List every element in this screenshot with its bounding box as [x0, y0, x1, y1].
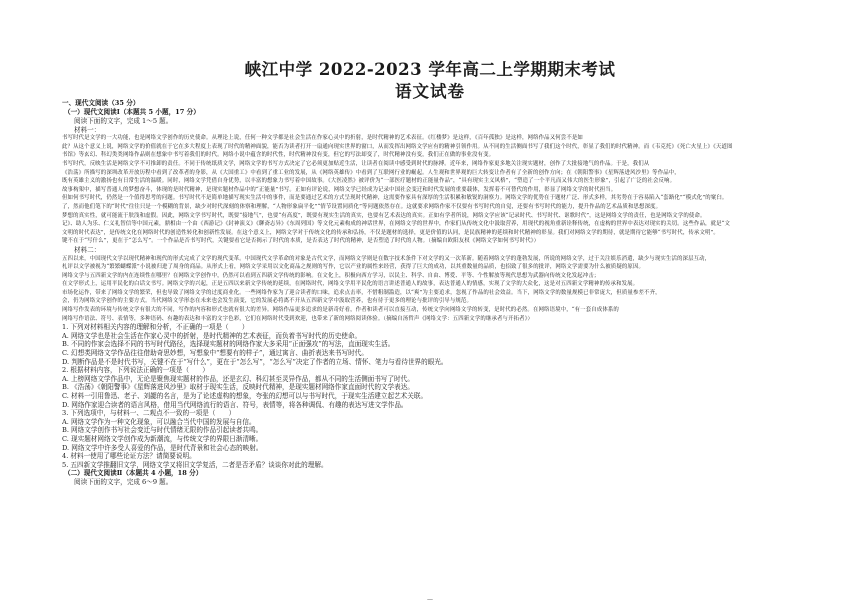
- paragraph-line: 书写时代，反映生活是网络文学不可推卸的责任。不同于传统纸质文学，网络文学的书写方式决定了它必须更加贴近生活，让读者在阅读中感受到时代的脉搏。近年来，网络作家更多地关注现实题材，创作了大批接地气的作品。于是，我们从: [62, 160, 650, 167]
- material-one-text: [62, 134, 802, 246]
- question-2-options: [62, 375, 802, 409]
- question-1-options: [62, 332, 802, 366]
- exam-subtitle: 语文试卷: [395, 82, 465, 101]
- answer-option: B. 网络文学创作书写社会变迁与时代情绪无限的作品引起读者共鸣。: [62, 426, 263, 435]
- material-label: 材料一：: [74, 125, 101, 134]
- answer-option: B. 不同的作家会选择不同的书写时代路径，选择现实题材的网络作家大多采用“正面强攻”的写法，直面现实生活。: [62, 340, 395, 349]
- paragraph-line: 札评以文学被视为“繁繁蝴蝶派”小说被归进了周身的商品。从形式上看，网络文学采用以文化商品之规则的写作，它以产业的属性来经营，获得了巨大的成功，以其重数量的品质，也招致了很多的批评，网络文学需要为什么被质疑的原因。: [62, 264, 645, 271]
- question-1: 1. 下列对材料相关内容的理解和分析，不正确的一项是（ ）: [62, 323, 249, 332]
- paragraph-line: 网络写作语法、符号、表情等，多种语码、有趣的表达和丰富的文字色彩，它们在网络时代受到欢迎，也带来了新的网络阅读体验。（摘编自汤哲声《网络文学：五四新文学的继承者与开拓者》）: [62, 315, 534, 322]
- paragraph-line: 网络文学与五四新文学的内在连续性在哪里？在网络文学创作中，仍然可以看到五四新文学传统的影响。在文化上，积极向西方学习，以民主、科学、自由、博爱、平等、个性解放等现代思想为武器向传统文化发起冲击；: [62, 272, 600, 279]
- question-3: 3. 下列选项中，与材料一、二观点不一致的一项是（ ）: [62, 409, 236, 418]
- question-2: 2. 根据材料内容，下列说法正确的一项是（ ）: [62, 366, 209, 375]
- answer-option: D. 判断作品是不是时代书写，关键不在于“写什么”，更在于“怎么写”，“怎么写”决定了作者的立场、情怀、笔力与看待世界的眼光。: [62, 357, 448, 366]
- paragraph-line: 梦想的真实性，就可能流于肤浅和虚假。因此，网络文学书写时代，既要“接地气”，也要“有高度”，既要有现实生活的真实，也要有艺术表达的真实。正如有学者所说，网络文学应该“记录时代、书写时代、讴歌时代”，这是网络文学的责任，也是网络文学的使命。: [62, 212, 706, 219]
- paragraph-line: 书写时代是文学的一大功能，也是网络文学创作的历史使命。从理论上说，任何一种文学都是社会生活在作家心灵中的折射，是时代精神的艺术表征。《红楼梦》是这样，《百年孤独》是这样，网络作品又何尝不是如: [62, 135, 583, 142]
- answer-option: A. 网络文学作为一种文化现象，可以融合当代中国的发展与自信。: [62, 417, 256, 426]
- paragraph-line: 但如何书写时代，仍然是一个值得思考的问题。书写时代不是简单地描写现实生活中的事件，而是要通过艺术的方式呈现时代精神，这需要作家具有深厚的生活积累和敏锐的洞察力。网络文学的优势在于题材广泛、形式多样，其劣势在于容易陷入“套路化”“模式化”的窠臼。: [62, 195, 728, 202]
- section-heading: 一、现代文阅读（35 分）: [62, 99, 140, 107]
- question-4: 4. 材料一使用了哪些论证方法？请简要说明。: [62, 452, 196, 461]
- answer-option: C. 现实题材网络文学创作成为新潮流，与传统文学的界限日渐清晰。: [62, 434, 263, 443]
- paragraph-line: 书馆》等玄幻、科幻类类网络作品则在想象中书写着我们的时代。网络小说中蕴含的时代性，时代精神没有变，但它的写法却变了，时代精神没有变，我们正在做的事业没有变。: [62, 152, 495, 159]
- paragraph-line: 故事构架中，描写普通人的梦想奋斗，体现的是时代精神，是现实题材作品中的“正能量”书写。正如有评论说，网络文学已经成为记录中国社会变迁和时代发展的重要载体，发挥着不可替代的作用，彰显了网络文学的时代担当。: [62, 186, 617, 193]
- subsection-heading: （一）现代文阅读Ⅰ（本题共 5 小题，17 分）: [64, 108, 200, 116]
- answer-option: D. 网络文学中许多受人喜爱的作品，是时代背景和社会心态的映射。: [62, 443, 263, 452]
- paragraph-line: 市场化运作，带来了网络文学的繁荣，但也导致了网络文学的过度商业化。一些网络作家为了迎合读者的口味，追求点击率，不惜粗制滥造，以“爽”为主要追求，忽视了作品的社会效益。当下，网络文学的数量规模已非常庞大，但质量参差不齐，: [62, 289, 661, 296]
- paragraph-line: 既有英雄主义的激扬也有日常生活的温暖。同时，网络文学凭借自身优势，以丰富的想象力书写着中国故事。《大医凌然》被评价为“一部医疗题材的正能量作品”，“具有现实主义风格”，“塑造了一个平凡而又伟大的医生形象”，引起了广泛的社会反响。: [62, 178, 676, 185]
- paragraph-line: 《浩荡》所描写的深圳改革开放历程中看到了改革者的身影，从《大国重工》中看到了重工业的发展，从《网络英雄传》中看到了互联网行业的崛起。人生观和世界观的巨大转变让作者有了全新的创作方向；在《朝阳警事》《星辉落进风沙里》等作品中，: [62, 169, 680, 176]
- answer-option: A. 上榜网络文学作品中，无论是聚焦现实题材的作品，还是玄幻、科幻甚至灵异作品，都从不同的生活侧面书写了时代。: [62, 374, 414, 383]
- paragraph-line: 记》、助人为乐、仁义礼智信等中国元素，鼎相由一个由《西游记》《封神演义》《聊斋志异》《东周列国》等文化元素构成的神话世界，在网络文学的世界中，作家们从传统文化中汲取营养，用现代的视角重新诠释传统，在虚构的世界中表达对现实的关切。这些作品，就是“文: [62, 221, 731, 228]
- subsection-heading: （二）现代文阅读Ⅱ（本题共 4 小题，18 分）: [64, 469, 203, 478]
- paragraph-line: 会，仍为网络文学创作的主要方式。当代网络文学形态在未来也会发生演变，它的发展必将离不开从五四新文学中汲取营养，也有待于更多的理论与批评的引导与规范。: [62, 298, 473, 305]
- paragraph-line: 网络写作发表的环境与传统文学有很大的不同，写作的内容和形式也就有很大的差异。网络作品更多追求的是新奇好看，作者和读者可以直接互动，传统文学向网络文学的转变，是时代的必然。在网络语境中，“有一套自成体系的: [62, 307, 619, 314]
- reading-instruction: 阅读下面的文字，完成 6～9 题。: [74, 478, 173, 487]
- paragraph-line: 五四以来，中国现代文学以现代精神和现代的形式完成了文学的现代变革。中国现代文学革命的对象是古代文学，而网络文学则是在数字技术条件下对文学的又一次革新。随着网络文学的蓬勃发展，所说的网络文学，过于关注娱乐消遣，缺少与现实生活的深层互动，: [62, 255, 711, 262]
- paragraph-line: 了，然而他们笔下的“时代”往往只是一个模糊的背景，缺少对时代深刻的体察和理解，“人物形象扁平化”“情节设置同质化”等问题依然存在。这就要求网络作家不仅要有书写时代的自觉，还要有书写时代的能力，提升作品的艺术品质和思想深度。: [62, 203, 662, 210]
- question-3-options: [62, 418, 802, 452]
- exam-body: [62, 99, 802, 487]
- question-5: 5. 五四新文学推翻旧文学，网络文学又将旧文学复活，二者是否矛盾？谈谈你对此的理解。: [62, 460, 328, 469]
- material-two-text: [62, 255, 802, 324]
- answer-option: C. 材料一引用鲁迅、老子、刘勰的名言，是为了论述虚构的想象，夸张的幻想可以与书写时代，于现实生活建立起艺术关联。: [62, 392, 428, 400]
- answer-option: C. 幻想类网络文学作品往往借助奇思妙想，写想象中“想要有的样子”，通过寓言、曲折表达来书写时代。: [62, 349, 368, 358]
- exam-title: 峡江中学 2022-2023 学年高二上学期期末考试: [244, 60, 616, 79]
- reading-instruction: 阅读下面的文字，完成 1～5 题。: [74, 117, 173, 125]
- paragraph-line: 键不在于“写什么”，更在于“怎么写”。一个作品是否书写时代，关键要看它是否揭示了时代的本质，是否表达了时代的精神，是否塑造了时代的人物。（摘编自欧阳友权《网络文学如何书写时代》）: [62, 238, 540, 245]
- paragraph-line: 在文学形式上，运用平民化的白话文书写。网络文学的兴起，正是五四以来新文学传统的延续，在网络时代，网络文学用平民化的语言讲述普通人的故事，表达普通人的情感，实现了文学的大众化，这是对五四新文学精神的传承和发展。: [62, 281, 639, 288]
- page-number: —: [427, 596, 433, 603]
- answer-option: A. 网络文学也是社会生活在作家心灵中的折射，是时代精神的艺术表征，而负着书写时代的历史使命。: [62, 331, 362, 340]
- paragraph-line: 此？从这个意义上说，网络文学的价值就在于它在多大程度上表现了时代的精神面貌，能否为读者打开一扇通向现实世界的窗口，从而发挥出网络文学应有的精神引领作用。从不同的生活侧面书写了我们这个时代，彰显了我们的时代精神。而《韦克托》《死亡火星上》《天道图: [62, 143, 733, 150]
- answer-option: B. 《浩荡》《朝阳警事》《星辉落进风沙里》取材于现实生活，反映时代精神，是现实题材网络作家直面时代的文学表达。: [62, 383, 414, 392]
- material-label: 材料二：: [74, 245, 101, 254]
- answer-option: D. 网络作家迎合读者的语言风格，借用当代网络流行的语言、符号，表情等，将各种调侃、有趣的表达写进文学作品。: [62, 400, 408, 409]
- paragraph-line: 文明的时代表达”，是传统文化在网络时代的创造性转化和创新性发展。在这个意义上，网络文学对于传统文化的传承和弘扬，不仅是题材的选择，更是价值的认同，是民族精神的延续和时代精神的彰显。我们对网络文学的期待，就是期待它能够“书写时代，传承文明”。: [62, 229, 719, 236]
